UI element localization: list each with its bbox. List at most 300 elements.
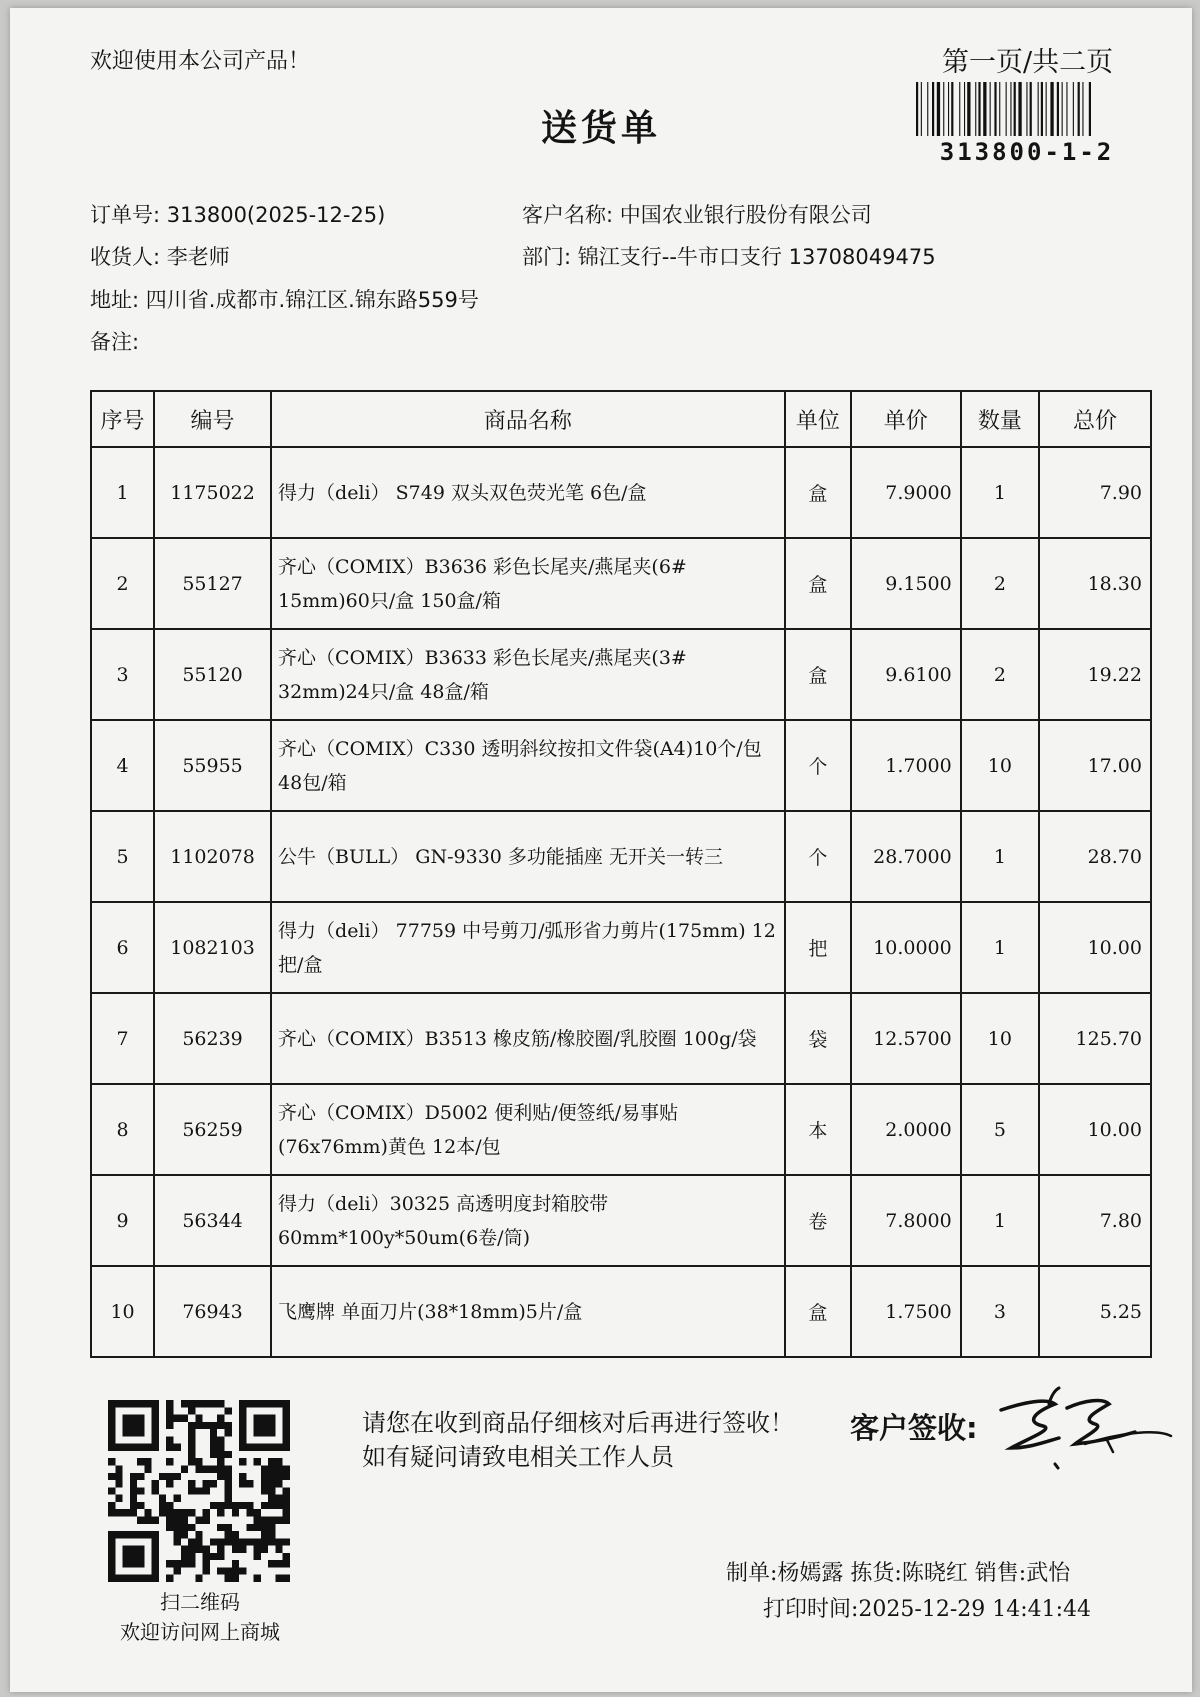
qr-module [108,1502,115,1509]
cell-name: 得力（deli）30325 高透明度封箱胶带 60mm*100y*50um(6卷/筒) [271,1175,785,1266]
qr-module [166,1415,173,1422]
qr-module [137,1531,144,1538]
qr-module [203,1567,210,1574]
qr-module [239,1429,246,1436]
qr-module [108,1422,115,1429]
document-title: 送货单 [540,108,661,149]
qr-module [130,1560,137,1567]
qr-module [174,1567,181,1574]
qr-module [224,1429,231,1436]
qr-module [123,1415,130,1422]
qr-module [268,1480,275,1487]
cell-qty: 10 [961,720,1039,811]
qr-module [203,1509,210,1516]
cell-code: 1175022 [154,447,271,538]
qr-module [239,1567,246,1574]
qr-module [217,1436,224,1443]
cell-seq: 7 [91,993,154,1084]
cell-total: 28.70 [1039,811,1151,902]
qr-module [239,1546,246,1553]
qr-module [152,1407,159,1414]
qr-module [137,1560,144,1567]
barcode-bar [990,82,991,136]
qr-caption-scan: 扫二维码 [160,1590,240,1614]
cell-price: 1.7500 [851,1266,961,1357]
qr-module [188,1422,195,1429]
barcode-bar [1030,82,1032,136]
qr-module [108,1546,115,1553]
cell-total: 5.25 [1039,1266,1151,1357]
page-indicator: 第一页/共二页 [942,47,1114,78]
qr-module [261,1422,268,1429]
qr-module [166,1502,173,1509]
table-row [91,538,1151,629]
qr-module [239,1502,246,1509]
barcode-bar [948,82,949,136]
cell-seq: 3 [91,629,154,720]
qr-module [181,1415,188,1422]
qr-module [181,1560,188,1567]
qr-module [115,1480,122,1487]
staff-info: 制单:杨嫣露 拣货:陈晓红 销售:武怡 [726,1561,1071,1586]
qr-module [261,1538,268,1545]
qr-module [130,1546,137,1553]
qr-module [144,1575,151,1582]
qr-module [224,1480,231,1487]
cell-seq: 5 [91,811,154,902]
qr-module [224,1575,231,1582]
qr-module [195,1487,202,1494]
qr-module [188,1560,195,1567]
qr-module [137,1458,144,1465]
qr-module [283,1400,290,1407]
department-value: 锦江支行--牛市口支行 13708049475 [577,245,936,269]
qr-module [224,1473,231,1480]
qr-module [239,1480,246,1487]
cell-total: 19.22 [1039,629,1151,720]
qr-module [275,1538,282,1545]
qr-module [137,1415,144,1422]
receipt-notice: 请您在收到商品仔细核对后再进行签收！如有疑问请致电相关工作人员 [362,1409,794,1471]
qr-module [130,1415,137,1422]
qr-module [232,1531,239,1538]
qr-module [130,1553,137,1560]
qr-module [152,1444,159,1451]
barcode-bar [1062,82,1063,136]
qr-module [166,1422,173,1429]
qr-module [283,1516,290,1523]
table-row [91,1084,1151,1175]
cell-code: 1102078 [154,811,271,902]
barcode-bar [1066,82,1067,136]
qr-module [152,1516,159,1523]
qr-module [283,1538,290,1545]
qr-module [224,1538,231,1545]
qr-module [137,1575,144,1582]
address-row [90,284,479,314]
qr-module [166,1575,173,1582]
cell-total: 7.90 [1039,447,1151,538]
qr-module [152,1531,159,1538]
cell-unit: 盒 [785,629,851,720]
qr-module [246,1400,253,1407]
qr-module [152,1538,159,1545]
qr-module [181,1531,188,1538]
qr-module [217,1524,224,1531]
qr-module [174,1509,181,1516]
qr-module [152,1415,159,1422]
qr-module [224,1567,231,1574]
qr-module [195,1538,202,1545]
qr-module [115,1444,122,1451]
qr-module [246,1444,253,1451]
order-number-row [90,199,385,229]
cell-name: 公牛（BULL） GN-9330 多功能插座 无开关一转三 [271,811,785,902]
qr-module [152,1546,159,1553]
barcode-bar [999,82,1000,136]
qr-module [217,1400,224,1407]
qr-module [181,1466,188,1473]
qr-module [239,1538,246,1545]
barcode-bar [1014,82,1016,136]
barcode-bar [1041,82,1043,136]
qr-module [174,1531,181,1538]
cell-unit: 盒 [785,447,851,538]
qr-module [115,1575,122,1582]
cell-price: 10.0000 [851,902,961,993]
qr-module [188,1546,195,1553]
qr-module [137,1546,144,1553]
qr-module [188,1451,195,1458]
barcode-bar [1089,82,1091,136]
qr-module [254,1429,261,1436]
col-header-qty: 数量 [961,391,1039,447]
qr-module [275,1466,282,1473]
barcode-bar [983,82,986,136]
customer-name-row [522,199,872,229]
qr-module [144,1531,151,1538]
qr-module [217,1567,224,1574]
qr-module [203,1560,210,1567]
qr-module [217,1538,224,1545]
table-row [91,993,1151,1084]
qr-module [159,1502,166,1509]
qr-module [268,1531,275,1538]
barcode-bar [1006,82,1007,136]
qr-module [261,1415,268,1422]
qr-module [283,1415,290,1422]
barcode-bar [967,82,970,136]
handwritten-signature [985,1382,1175,1472]
table-row [91,629,1151,720]
cell-total: 10.00 [1039,1084,1151,1175]
qr-module [159,1473,166,1480]
qr-module [246,1524,253,1531]
table-row [91,1175,1151,1266]
qr-module [137,1422,144,1429]
qr-module [144,1516,151,1523]
qr-module [246,1502,253,1509]
qr-module [108,1575,115,1582]
qr-module [188,1436,195,1443]
qr-module [181,1546,188,1553]
qr-module [275,1444,282,1451]
qr-module [217,1509,224,1516]
barcode-number: 313800-1-2 [939,138,1115,166]
qr-module [283,1560,290,1567]
qr-module [275,1473,282,1480]
barcode-bar [1038,82,1039,136]
col-header-code: 编号 [154,391,271,447]
table-row [91,811,1151,902]
qr-module [188,1509,195,1516]
qr-module [108,1407,115,1414]
qr-module [268,1502,275,1509]
qr-module [137,1516,144,1523]
qr-module [217,1553,224,1560]
qr-module [144,1400,151,1407]
qr-module [232,1546,239,1553]
col-header-name: 商品名称 [271,391,785,447]
cell-qty: 1 [961,1175,1039,1266]
qr-module [275,1502,282,1509]
qr-module [166,1436,173,1443]
qr-module [283,1473,290,1480]
barcode-bar [975,82,976,136]
cell-code: 56344 [154,1175,271,1266]
qr-module [195,1516,202,1523]
qr-module [195,1531,202,1538]
qr-code-image[interactable] [108,1400,290,1582]
qr-module [108,1415,115,1422]
qr-module [144,1458,151,1465]
qr-module [123,1422,130,1429]
cell-name: 齐心（COMIX）B3636 彩色长尾夹/燕尾夹(6# 15mm)60只/盒 150盒/箱 [271,538,785,629]
barcode-bar [1082,82,1083,136]
barcode-bar [994,82,996,136]
qr-module [181,1553,188,1560]
items-table [90,390,1152,1358]
cell-name: 齐心（COMIX）C330 透明斜纹按扣文件袋(A4)10个/包 48包/箱 [271,720,785,811]
cell-total: 17.00 [1039,720,1151,811]
qr-module [115,1473,122,1480]
customer-signature-label: 客户签收: [850,1411,978,1445]
qr-module [254,1524,261,1531]
qr-module [268,1524,275,1531]
qr-module [217,1546,224,1553]
col-header-total: 总价 [1039,391,1151,447]
qr-module [152,1422,159,1429]
cell-total: 18.30 [1039,538,1151,629]
cell-name: 得力（deli） S749 双头双色荧光笔 6色/盒 [271,447,785,538]
order-number-label: 订单号: [90,203,161,227]
barcode-bar [1046,82,1047,136]
qr-module [166,1473,173,1480]
qr-module [137,1487,144,1494]
print-time: 打印时间:2025-12-29 14:41:44 [763,1597,1092,1622]
cell-code: 56259 [154,1084,271,1175]
address-value: 四川省.成都市.锦江区.锦东路559号 [145,288,479,312]
qr-module [195,1575,202,1582]
qr-module [210,1538,217,1545]
table-header-row [91,391,1151,447]
qr-module [137,1553,144,1560]
barcode-bar [1026,82,1027,136]
qr-module [188,1480,195,1487]
qr-module [203,1466,210,1473]
cell-name: 齐心（COMIX）B3633 彩色长尾夹/燕尾夹(3# 32mm)24只/盒 48盒/箱 [271,629,785,720]
cell-price: 7.9000 [851,447,961,538]
qr-module [283,1466,290,1473]
qr-module [275,1575,282,1582]
qr-module [108,1444,115,1451]
qr-module [254,1422,261,1429]
remark-row [90,326,139,356]
qr-module [130,1480,137,1487]
qr-module [159,1509,166,1516]
cell-qty: 1 [961,447,1039,538]
qr-module [210,1436,217,1443]
qr-module [283,1495,290,1502]
qr-module [166,1444,173,1451]
qr-module [181,1516,188,1523]
qr-module [174,1538,181,1545]
qr-module [130,1487,137,1494]
qr-module [275,1400,282,1407]
qr-module [210,1553,217,1560]
barcode-bar [937,82,940,136]
qr-module [210,1502,217,1509]
qr-module [246,1509,253,1516]
cell-code: 1082103 [154,902,271,993]
barcode-bar [932,82,934,136]
qr-module [159,1495,166,1502]
qr-module [130,1444,137,1451]
receiver-row [90,241,230,271]
qr-module [275,1516,282,1523]
qr-module [254,1538,261,1545]
qr-module [268,1538,275,1545]
qr-module [239,1444,246,1451]
qr-module [137,1473,144,1480]
cell-price: 28.7000 [851,811,961,902]
qr-module [210,1466,217,1473]
qr-module [203,1553,210,1560]
qr-module [123,1429,130,1436]
cell-price: 12.5700 [851,993,961,1084]
qr-module [188,1429,195,1436]
table-row [91,720,1151,811]
remark-label: 备注: [90,330,140,354]
cell-qty: 1 [961,902,1039,993]
qr-module [166,1509,173,1516]
cell-seq: 4 [91,720,154,811]
qr-module [254,1415,261,1422]
cell-code: 55127 [154,538,271,629]
qr-module [108,1400,115,1407]
qr-module [174,1524,181,1531]
welcome-text: 欢迎使用本公司产品！ [90,49,311,74]
qr-module [152,1400,159,1407]
cell-price: 1.7000 [851,720,961,811]
qr-module [203,1480,210,1487]
qr-module [254,1458,261,1465]
cell-total: 10.00 [1039,902,1151,993]
qr-module [254,1444,261,1451]
address-label: 地址: [90,288,140,312]
qr-module [152,1480,159,1487]
qr-module [108,1473,115,1480]
cell-name: 得力（deli） 77759 中号剪刀/弧形省力剪片(175mm) 12把/盒 [271,902,785,993]
qr-module [268,1495,275,1502]
table-row [91,1266,1151,1357]
qr-module [123,1553,130,1560]
qr-module [188,1487,195,1494]
qr-module [166,1458,173,1465]
qr-module [188,1553,195,1560]
qr-module [261,1516,268,1523]
qr-module [152,1567,159,1574]
barcode-bar [951,82,953,136]
qr-module [108,1436,115,1443]
qr-module [254,1400,261,1407]
qr-module [123,1531,130,1538]
cell-seq: 6 [91,902,154,993]
qr-module [275,1458,282,1465]
qr-module [261,1487,268,1494]
barcode-bar [943,82,944,136]
qr-module [268,1422,275,1429]
cell-name: 飞鹰牌 单面刀片(38*18mm)5片/盒 [271,1266,785,1357]
qr-module [261,1466,268,1473]
barcode-bar [1018,82,1021,136]
qr-module [268,1415,275,1422]
qr-module [283,1509,290,1516]
qr-module [283,1487,290,1494]
qr-module [174,1415,181,1422]
qr-module [261,1429,268,1436]
qr-module [261,1444,268,1451]
qr-module [152,1436,159,1443]
qr-module [130,1422,137,1429]
qr-module [217,1502,224,1509]
qr-module [188,1400,195,1407]
delivery-note-paper [10,8,1192,1692]
qr-module [239,1473,246,1480]
cell-qty: 2 [961,538,1039,629]
qr-module [123,1560,130,1567]
qr-module [115,1509,122,1516]
cell-code: 55120 [154,629,271,720]
cell-unit: 本 [785,1084,851,1175]
qr-module [224,1487,231,1494]
qr-module [174,1495,181,1502]
qr-module [224,1422,231,1429]
barcode-bar [978,82,980,136]
cell-unit: 盒 [785,1266,851,1357]
qr-module [239,1407,246,1414]
qr-module [283,1429,290,1436]
qr-module [224,1495,231,1502]
cell-name: 齐心（COMIX）D5002 便利贴/便签纸/易事贴(76x76mm)黄色 12本/包 [271,1084,785,1175]
department-label: 部门: [522,245,572,269]
cell-code: 76943 [154,1266,271,1357]
qr-module [115,1400,122,1407]
qr-module [152,1560,159,1567]
qr-module [115,1466,122,1473]
cell-code: 55955 [154,720,271,811]
qr-module [144,1444,151,1451]
